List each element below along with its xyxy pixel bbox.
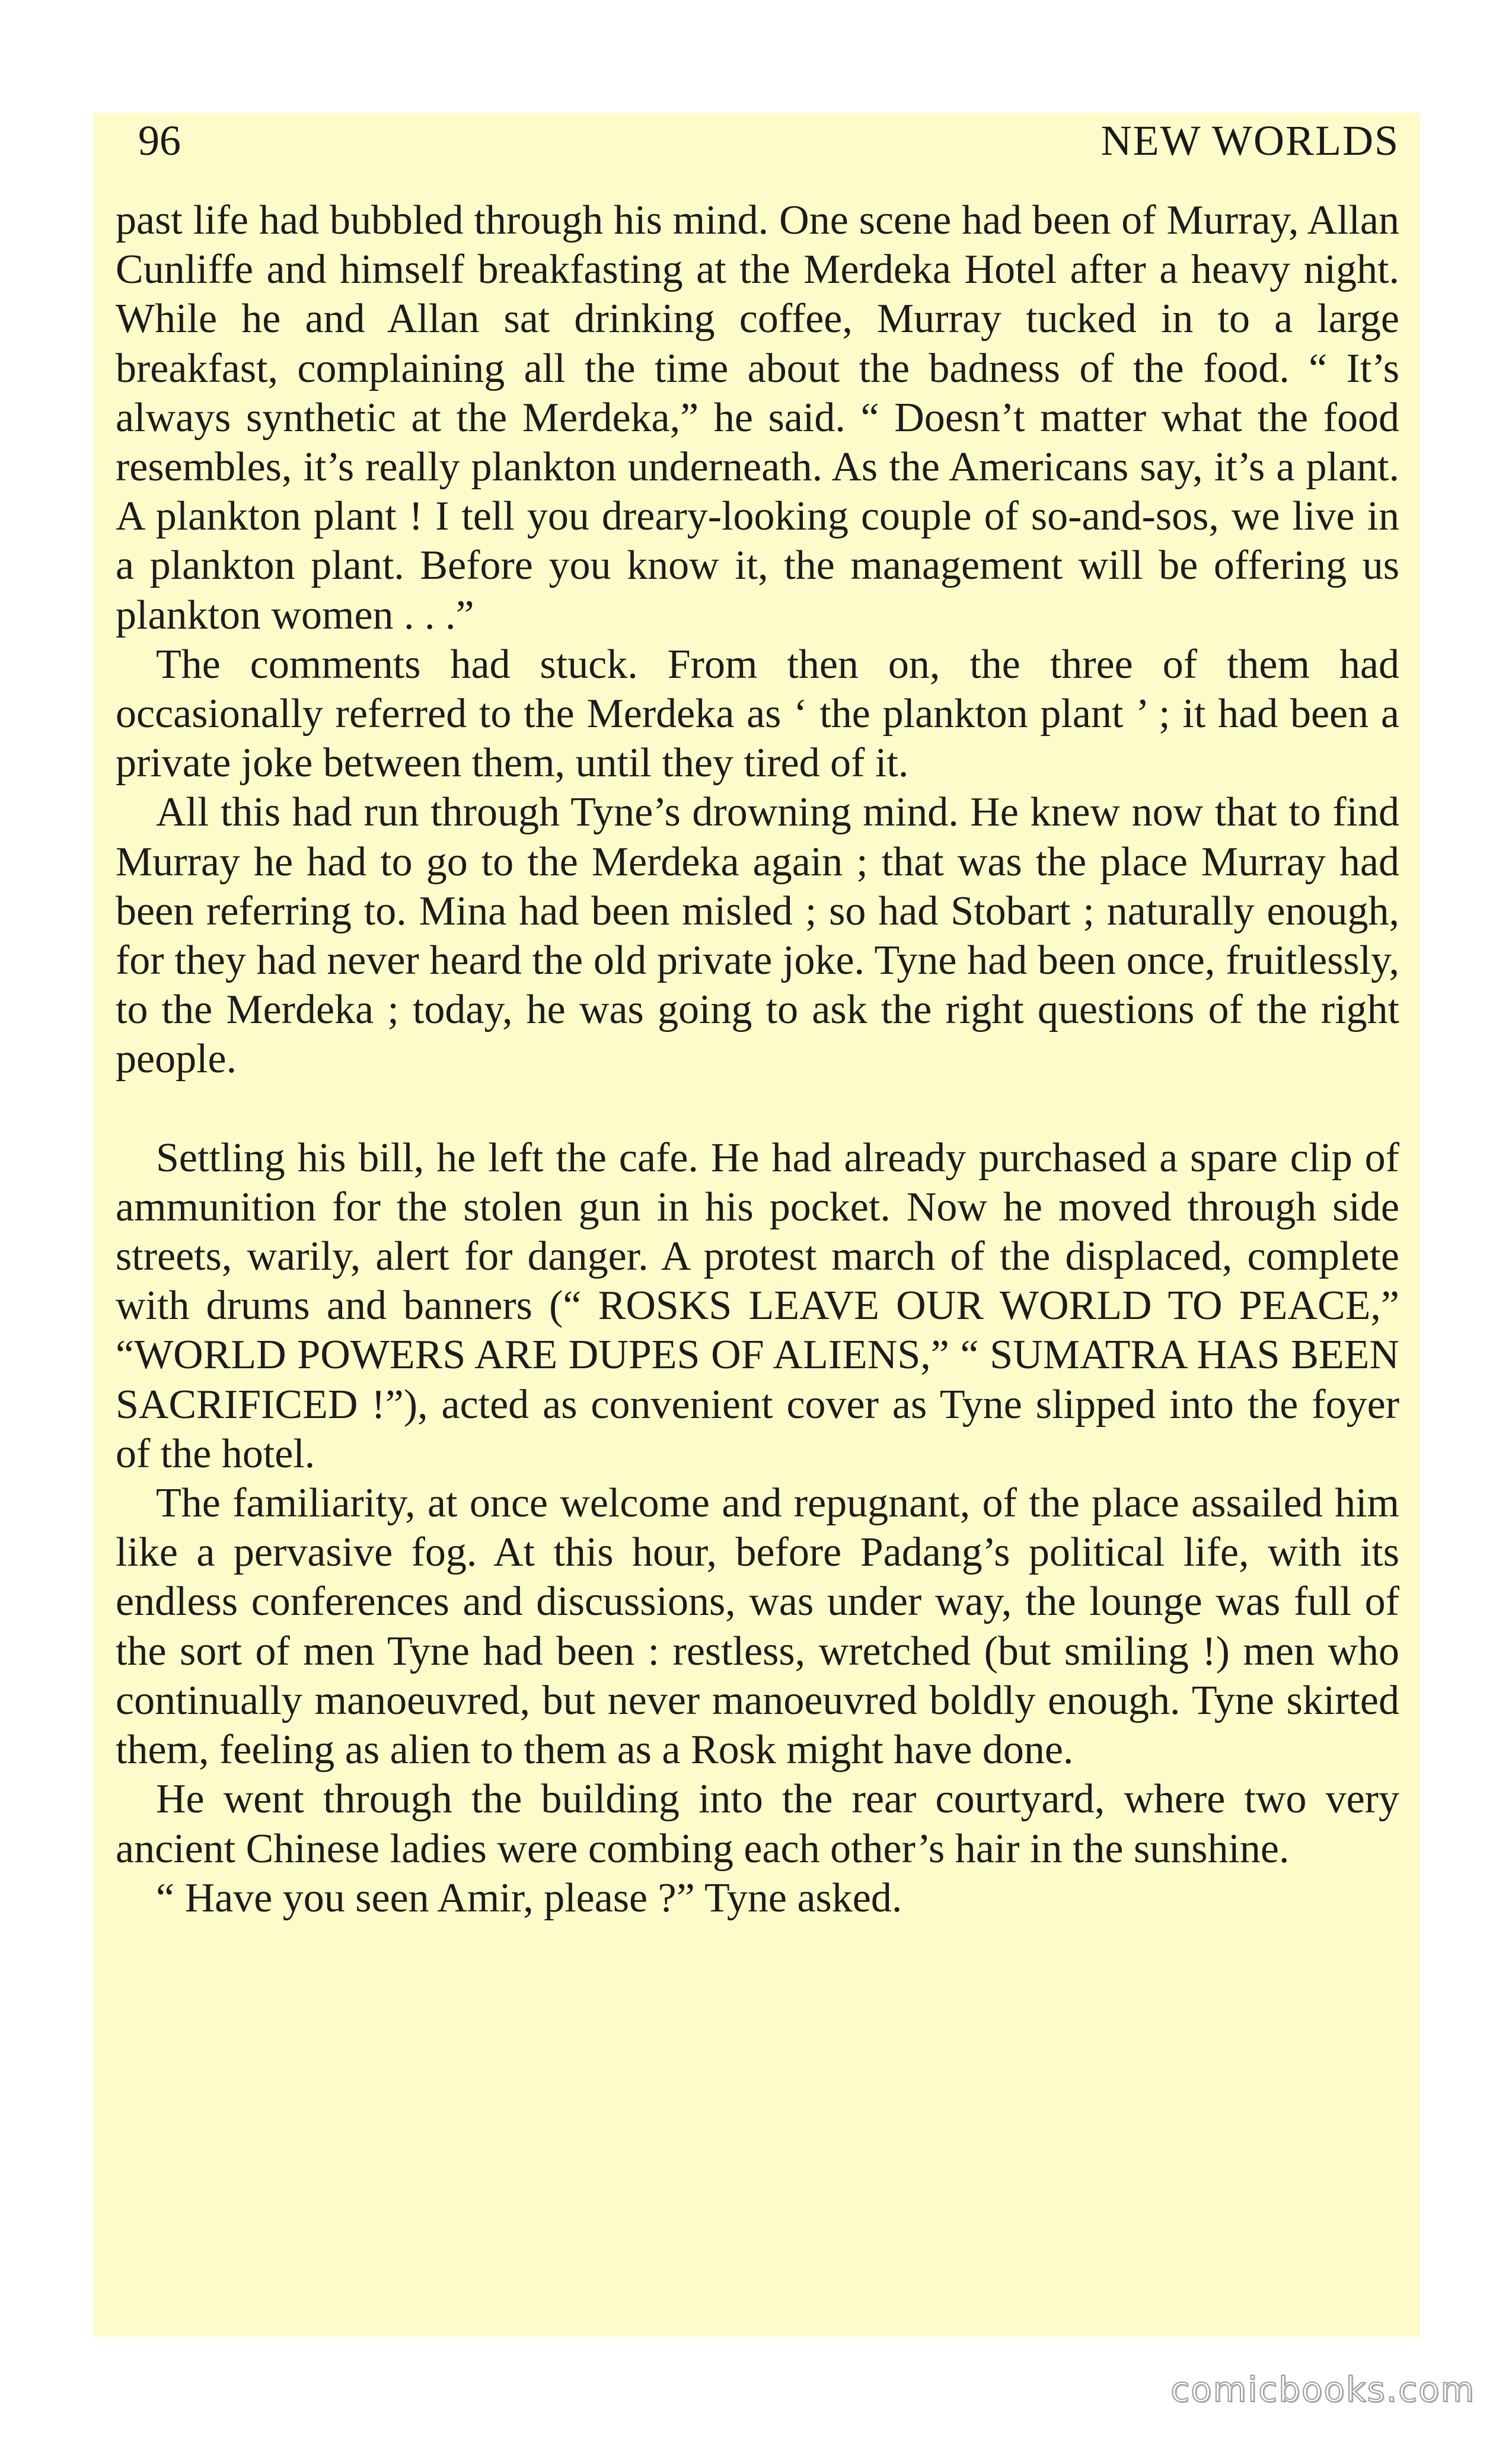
book-page xyxy=(93,113,1420,2337)
page-number: 96 xyxy=(138,117,181,164)
paragraph-rear-courtyard: He went through the building into the rear courtyard, where two very ancient Chinese ladies were combing each other’s hair in the sunshine. xyxy=(116,1776,1399,1872)
running-head xyxy=(116,113,1399,196)
paragraph-tyne-realization: All this had run through Tyne’s drowning mind. He knew now that to find Murray he had to go to the Merdeka again ; that was the place Murray had been referring to. Mina had been misled ; so had Stobart ; naturally enough, for they had never heard the old private joke. Tyne had been once, fruitlessly, to the Merdeka ; today, he was going to ask the right questions of the right people. xyxy=(116,789,1399,1082)
site-watermark: comicbooks.com xyxy=(1170,2369,1475,2410)
paragraph-murray-breakfast-memory: past life had bubbled through his mind. One scene had been of Murray, Allan Cunliffe and himself breakfasting at the Merdeka Hotel after a heavy night. While he and Allan sat drinking coffee, Murray tucked in to a large breakfast, complaining all the time about the badness of the food. “ It’s always synthetic at the Merdeka,” he said. “ Doesn’t matter what the food resembles, it’s really plankton underneath. As the Americans say, it’s a plant. A plankton plant ! I tell you dreary-looking couple of so-and-sos, we live in a plankton plant. Before you know it, the management will be offering us plankton women . . .” xyxy=(116,197,1399,638)
paragraph-asking-for-amir: “ Have you seen Amir, please ?” Tyne asked. xyxy=(156,1875,902,1921)
paragraph-leaving-cafe: Settling his bill, he left the cafe. He had already purchased a spare clip of ammunition for the stolen gun in his pocket. Now he moved through side streets, warily, alert for danger. A protest march of the displaced, complete with drums and banners (“ ROSKS LEAVE OUR WORLD TO PEACE,” “WORLD POWERS ARE DUPES OF ALIENS,” “ SUMATRA HAS BEEN SACRIFICED !”), acted as convenient cover as Tyne slipped into the foyer of the hotel. xyxy=(116,1135,1399,1477)
journal-title: NEW WORLDS xyxy=(1100,117,1399,164)
body-text xyxy=(116,196,1399,1923)
paragraph-hotel-lounge: The familiarity, at once welcome and repugnant, of the place assailed him like a pervasive fog. At this hour, before Padang’s political life, with its endless conferences and discussions, was under way, the lounge was full of the sort of men Tyne had been : restless, wretched (but smiling !) men who continually manoeuvred, but never manoeuvred boldly enough. Tyne skirted them, feeling as alien to them as a Rosk might have done. xyxy=(116,1480,1399,1773)
paragraph-plankton-plant-joke: The comments had stuck. From then on, the three of them had occasionally referred to the Merdeka as ‘ the plankton plant ’ ; it had been a private joke between them, until they tired of it. xyxy=(116,641,1399,786)
